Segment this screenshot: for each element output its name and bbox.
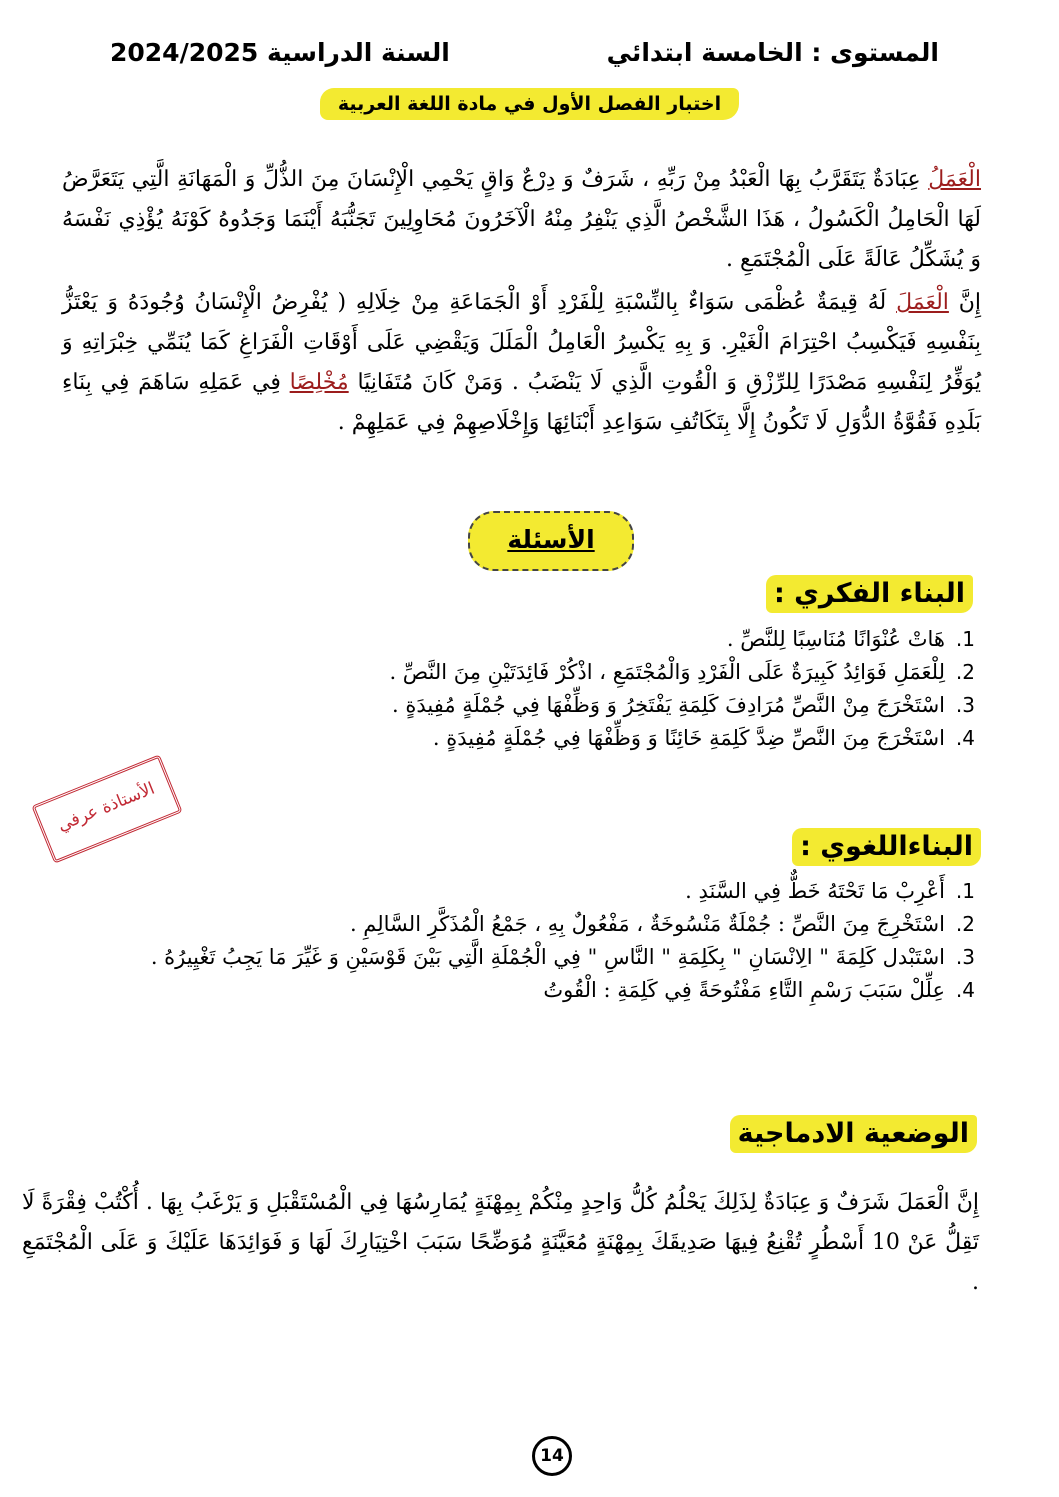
question-text: عِلِّلْ سَبَبَ رَسْمِ التَّاءِ مَفْتُوحَةً فِي كَلِمَةِ : الْقُوتُ bbox=[543, 978, 945, 1002]
question-text: اسْتَخْرَجَ مِنَ النَّصِّ ضِدَّ كَلِمَةِ خَائِنًا وَ وَظِّفْهَا فِي جُمْلَةٍ مُفِيدَةٍ . bbox=[432, 726, 945, 750]
question-number: 4. bbox=[955, 978, 975, 1002]
keyword-sincere: مُخْلِصًا bbox=[289, 370, 349, 395]
exam-title-wrap bbox=[0, 88, 1059, 120]
question-number: 3. bbox=[955, 945, 975, 969]
question-text: هَاتْ عُنْوَانًا مُنَاسِبًا لِلنَّصِّ . bbox=[726, 627, 945, 651]
paragraph-2-start: إِنَّ bbox=[948, 290, 981, 315]
question-number: 3. bbox=[955, 693, 975, 717]
question-item bbox=[24, 942, 975, 973]
header bbox=[110, 38, 939, 78]
section-intellectual-title: البناء الفكري : bbox=[766, 575, 973, 613]
question-text: أَعْرِبْ مَا تَحْتَهُ خَطٌّ فِي السَّنَدِ . bbox=[685, 879, 945, 903]
question-item bbox=[255, 690, 975, 721]
questions-title: الأسئلة bbox=[468, 511, 634, 571]
paragraph-1-body: عِبَادَةٌ يَتَقَرَّبُ بِهَا الْعَبْدُ مِنْ رَبِّهِ ، شَرَفٌ وَ دِرْعٌ وَاقٍ يَحْمِي الْإِنْسَانَ مِنَ الذُّلِّ وَ الْمَهَانَةِ الَّتِي يَتَعَرَّضُ لَهَا الْحَامِلُ الْكَسُولُ ، هَذَا الشَّخْصُ الَّذِي يَنْفِرُ مِنْهُ الْآخَرُونَ مُحَاوِلِينَ تَجَنُّبَهُ أَيْنَمَا وَجَدُوهُ كَوْنَهُ يُؤْذِي نَفْسَهُ وَ يُشَكِّلُ عَالَةً عَلَى الْمُجْتَمَعِ . bbox=[62, 167, 981, 272]
section-linguistic-title: البناءاللغوي : bbox=[792, 828, 981, 866]
paragraph-2-middle: لَهُ قِيمَةٌ عُظْمَى سَوَاءٌ بِالنِّسْبَةِ لِلْفَرْدِ أَوْ الْجَمَاعَةِ مِنْ خِلَالِهِ ( يُفْرِضُ الْإِنْسَانُ وُجُودَهُ وَ يَعْتَزُّ بِنَفْسِهِ فَيَكْسِبُ احْتِرَامَ الْغَيْرِ. وَ بِهِ يَكْسِرُ الْعَامِلُ الْمَلَلَ وَيَقْضِي عَلَى أَوْقَاتِ الْفَرَاغِ كَمَا يُنَمِّي خِبْرَاتِهِ وَ يُوَفِّرُ لِنَفْسِهِ مَصْدَرًا لِلرِّزْقِ وَ الْقُوتِ الَّذِي لَا يَنْضَبُ . وَمَنْ كَانَ مُتَفَانِيًا bbox=[62, 290, 981, 395]
question-number: 1. bbox=[955, 879, 975, 903]
question-item bbox=[255, 624, 975, 655]
question-text: لِلْعَمَلِ فَوَائِدُ كَبِيرَةٌ عَلَى الْفَرْدِ وَالْمُجْتَمَعِ ، اذْكُرْ فَائِدَتَيْنِ مِنَ النَّصِّ . bbox=[389, 660, 945, 684]
question-number: 2. bbox=[955, 660, 975, 684]
question-number: 4. bbox=[955, 726, 975, 750]
question-number: 2. bbox=[955, 912, 975, 936]
section-intellectual-questions bbox=[255, 624, 975, 756]
integration-task-text: إِنَّ الْعَمَلَ شَرَفٌ وَ عِبَادَةٌ لِذَلِكَ يَحْلُمُ كُلُّ وَاحِدٍ مِنْكُمْ بِمِهْنَةٍ يُمَارِسُهَا فِي الْمُسْتَقْبَلِ وَ يَرْغَبُ بِهَا . أُكْتُبْ فِقْرَةً لَا تَقِلُّ عَنْ 10 أَسْطُرٍ تُقْنِعُ فِيهَا صَدِيقَكَ بِمِهْنَةٍ مُعَيَّنَةٍ مُوَضِّحًا سَبَبَ اخْتِيَارِكَ لَهَا وَ فَوَائِدَهَا عَلَيْكَ وَ عَلَى الْمُجْتَمَعِ . bbox=[22, 1190, 980, 1295]
question-item bbox=[24, 975, 975, 1006]
keyword-work: الْعَمَلُ bbox=[928, 167, 981, 192]
text-paragraph-1 bbox=[62, 160, 981, 280]
teacher-stamp: الأستاذة عرفي bbox=[31, 754, 182, 863]
section-linguistic-questions bbox=[24, 876, 975, 1008]
question-item bbox=[255, 657, 975, 688]
level-label: المستوى : الخامسة ابتدائي bbox=[606, 38, 939, 67]
text-paragraph-2 bbox=[62, 283, 981, 443]
section-integration-title: الوضعية الادماجية bbox=[730, 1115, 977, 1153]
question-item bbox=[255, 723, 975, 754]
school-year-label: السنة الدراسية 2024/2025 bbox=[110, 38, 450, 67]
question-text: اسْتَخْرَجَ مِنْ النَّصِّ مُرَادِفَ كَلِمَةِ يَفْتَخِرُ وَ وَظِّفْهَا فِي جُمْلَةٍ مُفِيدَةٍ . bbox=[392, 693, 945, 717]
exam-title: اختبار الفصل الأول في مادة اللغة العربية bbox=[320, 88, 739, 120]
question-text: اسْتَبْدل كَلِمَةَ " الِانْسَانِ " بِكَلِمَةِ " النَّاسِ " فِي الْجُمْلَةِ الَّتِي بَيْنَ قَوْسَيْنِ وَ غَيِّرَ مَا يَجِبُ تَغْيِيرُهُ . bbox=[150, 945, 945, 969]
question-text: اسْتَخْرِجَ مِنَ النَّصِّ : جُمْلَةٌ مَنْسُوخَةٌ ، مَفْعُولٌ بِهِ ، جَمْعُ الْمُذَكَّرِ السَّالِمِ . bbox=[349, 912, 945, 936]
question-item bbox=[24, 876, 975, 907]
paragraph-2-end: فِي عَمَلِهِ سَاهَمَ فِي بِنَاءِ بَلَدِهِ فَقُوَّةُ الدُّوَلِ لَا تَكُونُ إِلَّا بِتَكَاتُفِ سَوَاعِدِ أَبْنَائِهَا وَإِخْلَاصِهِمْ فِي عَمَلِهِمْ . bbox=[62, 370, 981, 435]
keyword-work-2: الْعَمَلَ bbox=[896, 290, 949, 315]
page-number: 14 bbox=[532, 1436, 572, 1476]
question-item bbox=[24, 909, 975, 940]
question-number: 1. bbox=[955, 627, 975, 651]
